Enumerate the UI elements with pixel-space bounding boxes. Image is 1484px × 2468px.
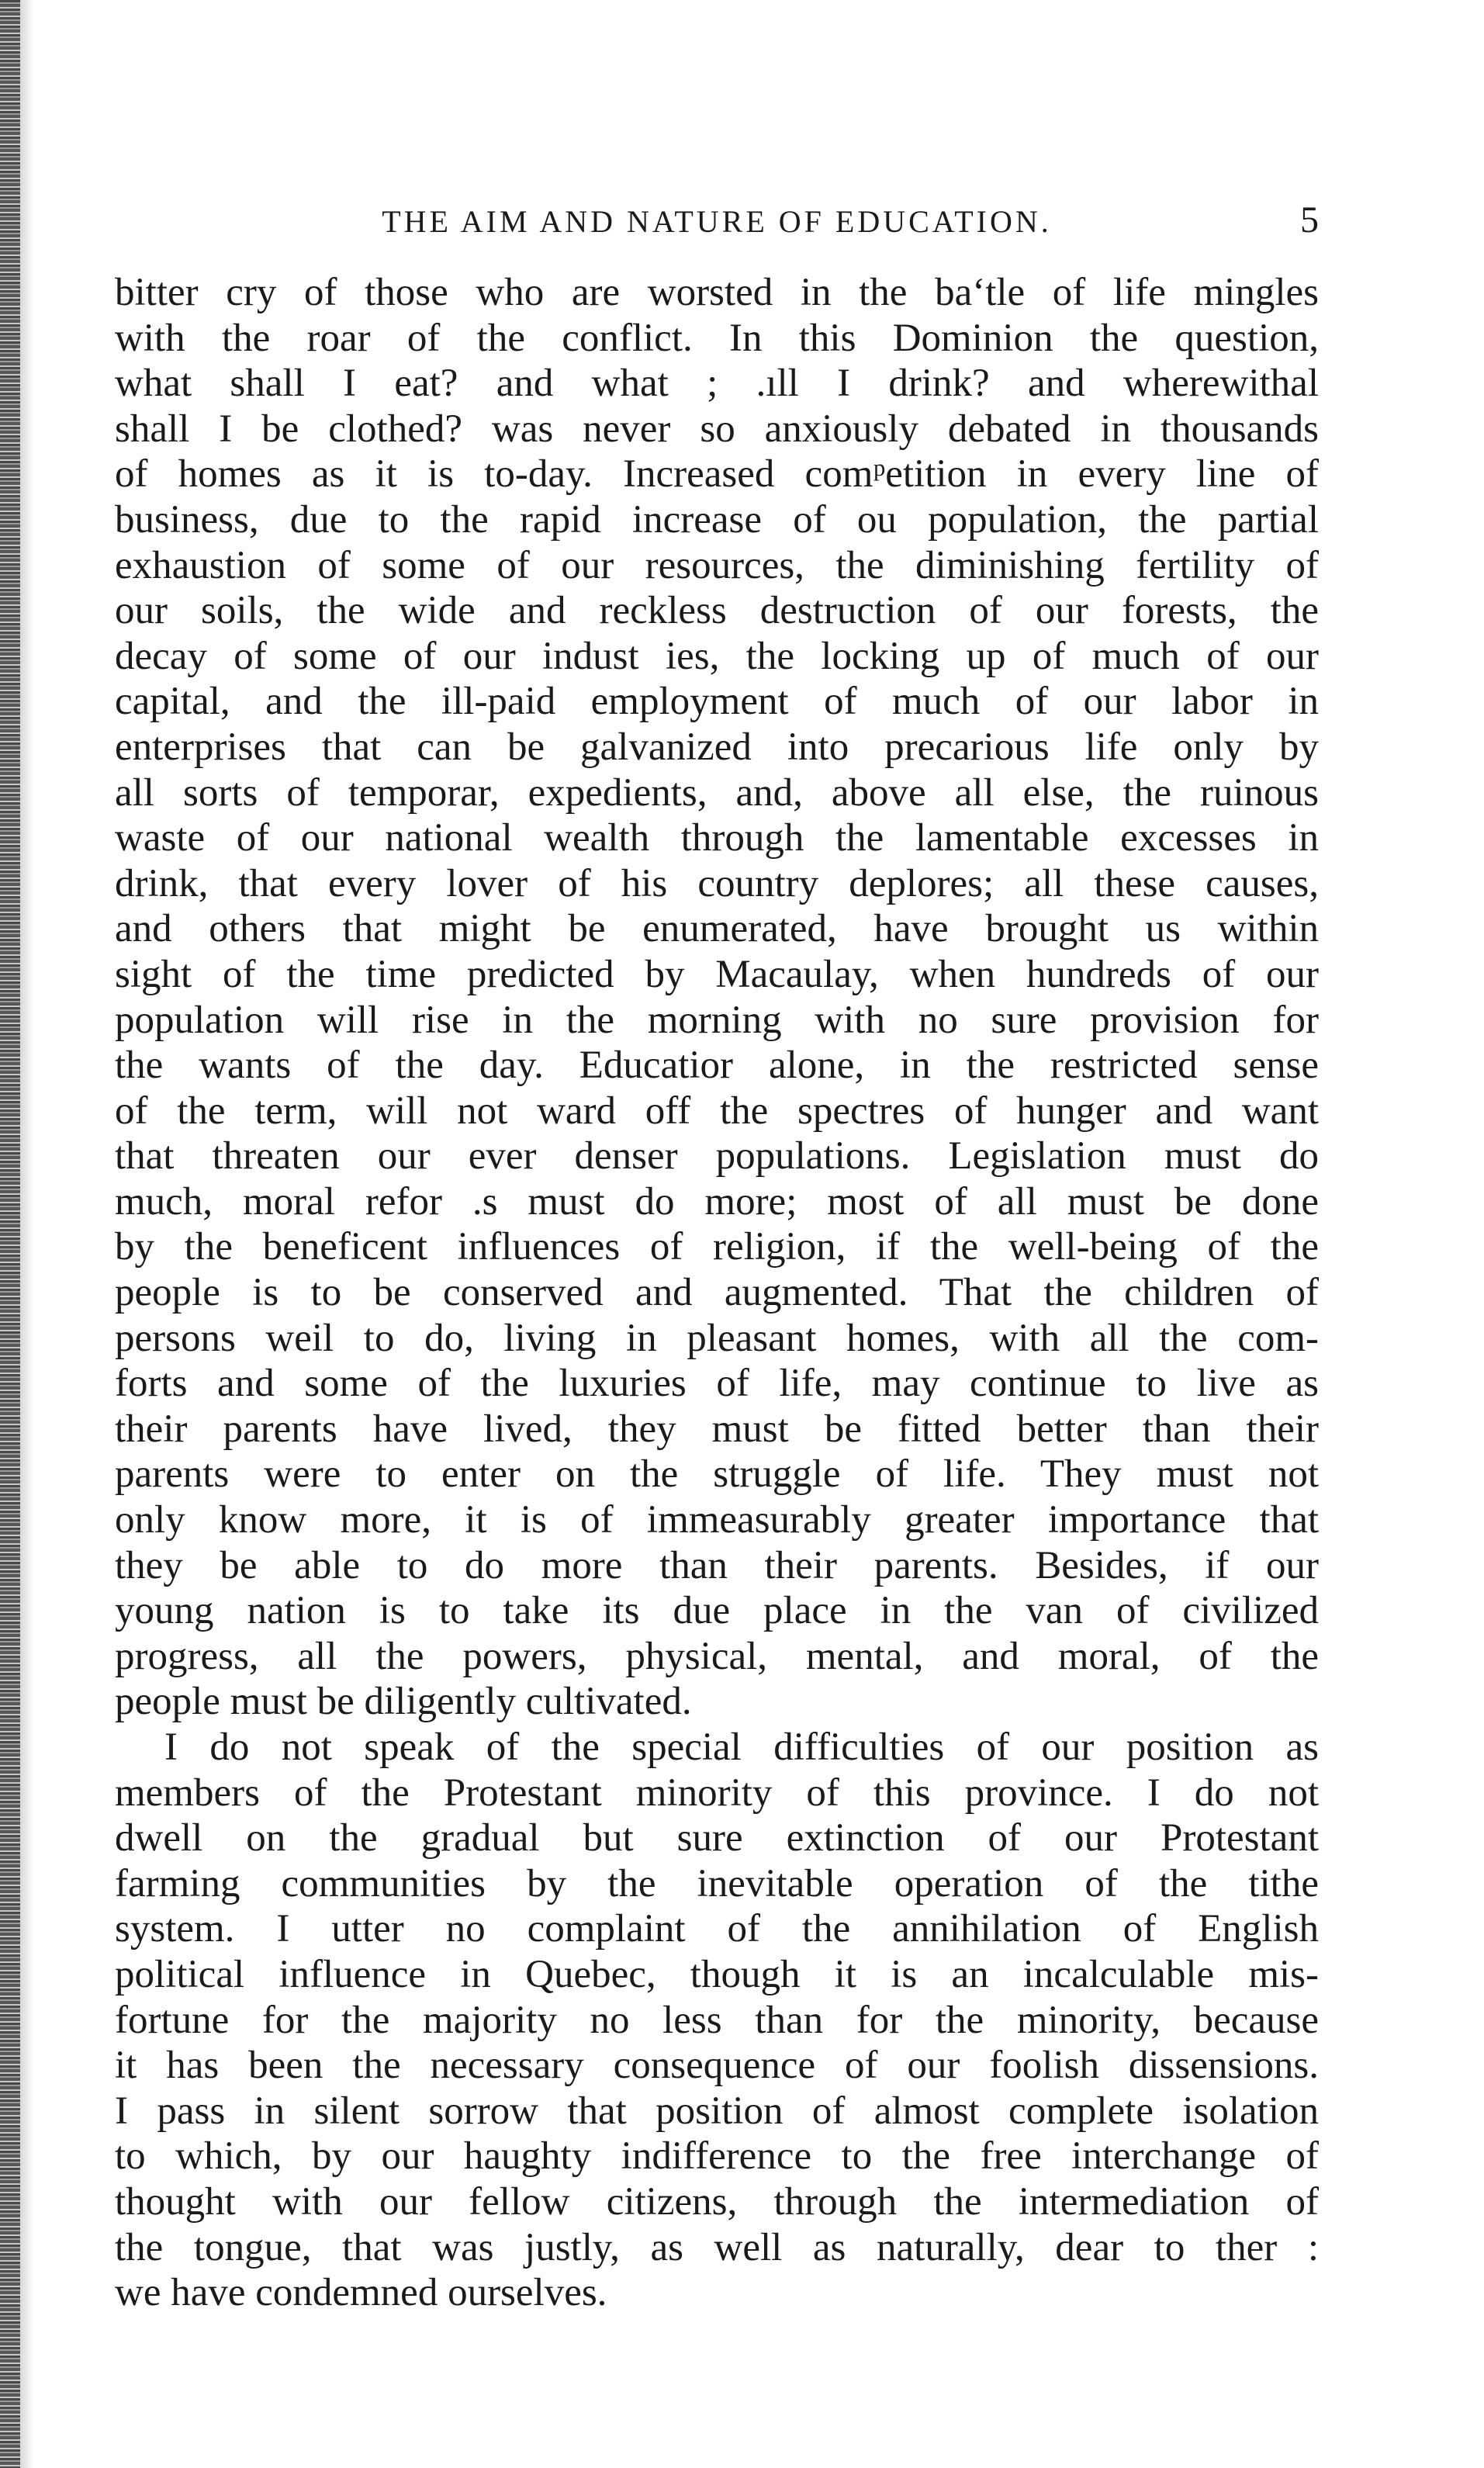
text-line: of the term, will not ward off the spectres of hunger and want — [115, 1089, 1319, 1133]
text-line: bitter cry of those who are worsted in the ba‘tle of life mingles — [115, 271, 1319, 314]
text-line: farming communities by the inevitable operation of the tithe — [115, 1861, 1319, 1906]
text-line: that threaten our ever denser populations. Legislation must do — [115, 1134, 1319, 1179]
text-line: shall I be clothed? was never so anxiously debated in thousands — [115, 407, 1319, 451]
text-line: members of the Protestant minority of this province. I do not — [115, 1771, 1319, 1815]
text-line: decay of some of our indust ies, the locking up of much of our — [115, 634, 1319, 678]
text-line: people must be diligently cultivated. — [115, 1680, 692, 1724]
text-line: parents were to enter on the struggle of life. They must not — [115, 1452, 1319, 1497]
text-line: system. I utter no complaint of the annihilation of English — [115, 1907, 1319, 1951]
text-line: population will rise in the morning with no sure provision for — [115, 998, 1319, 1042]
page-number: 5 — [1300, 199, 1319, 241]
text-line: they be able to do more than their parents. Besides, if our — [115, 1543, 1319, 1587]
text-line: with the roar of the conflict. In this Dominion the question, — [115, 316, 1319, 360]
text-line: thought with our fellow citizens, through the intermediation of — [115, 2179, 1319, 2224]
text-line: we have condemned ourselves. — [115, 2271, 607, 2315]
text-line: the wants of the day. Educatior alone, in the restricted sense — [115, 1044, 1319, 1088]
text-line: it has been the necessary consequence of our foolish dissensions. — [115, 2044, 1319, 2088]
text-line: capital, and the ill-paid employment of much of our labor in — [115, 680, 1319, 724]
text-line: enterprises that can be galvanized into precarious life only by — [115, 725, 1319, 769]
page-binding-edge — [0, 0, 20, 2468]
paragraph-2 — [115, 1725, 1319, 2316]
text-line: dwell on the gradual but sure extinction of our Protestant — [115, 1816, 1319, 1861]
text-line: much, moral refor .s must do more; most of all must be done — [115, 1179, 1319, 1224]
text-line: forts and some of the luxuries of life, may continue to live as — [115, 1362, 1319, 1406]
text-line: I pass in silent sorrow that position of almost complete isolation — [115, 2089, 1319, 2133]
text-line: and others that might be enumerated, have brought us within — [115, 907, 1319, 951]
text-line: sight of the time predicted by Macaulay, when hundreds of our — [115, 952, 1319, 996]
text-line: our soils, the wide and reckless destruction of our forests, the — [115, 589, 1319, 633]
text-line: all sorts of temporar, expedients, and, above all else, the ruinous — [115, 770, 1319, 815]
text-line: by the beneficent influences of religion, if the well-being of the — [115, 1225, 1319, 1269]
running-header — [115, 199, 1319, 250]
text-line: I do not speak of the special difficulties of our position as — [164, 1726, 1319, 1769]
text-line: only know more, it is of immeasurably greater importance that — [115, 1498, 1319, 1542]
text-line: exhaustion of some of our resources, the diminishing fertility of — [115, 543, 1319, 587]
text-line: drink, that every lover of his country deplores; all these causes, — [115, 861, 1319, 905]
text-line: their parents have lived, they must be fitted better than their — [115, 1407, 1319, 1451]
text-line: fortune for the majority no less than for the minority, because — [115, 1998, 1319, 2042]
text-line: young nation is to take its due place in the van of civilized — [115, 1589, 1319, 1633]
text-line: to which, by our haughty indifference to the free interchange of — [115, 2134, 1319, 2179]
text-line: of homes as it is to-day. Increased comᵖetition in every line of — [115, 452, 1319, 497]
text-line: progress, all the powers, physical, mental, and moral, of the — [115, 1634, 1319, 1678]
running-title: THE AIM AND NATURE OF EDUCATION. — [382, 204, 1052, 239]
text-line: business, due to the rapid increase of ou population, the partial — [115, 497, 1319, 542]
text-line: political influence in Quebec, though it is an incalculable mis- — [115, 1952, 1319, 1996]
text-line: waste of our national wealth through the lamentable excesses in — [115, 816, 1319, 860]
text-line: people is to be conserved and augmented. That the children of — [115, 1271, 1319, 1315]
text-line: what shall I eat? and what ; .ıll I drink? and wherewithal — [115, 362, 1319, 406]
book-page — [115, 199, 1319, 2316]
paragraph-1 — [115, 270, 1319, 1725]
text-line: the tongue, that was justly, as well as naturally, dear to ther : — [115, 2225, 1319, 2269]
text-line: persons weil to do, living in pleasant homes, with all the com- — [115, 1316, 1319, 1360]
